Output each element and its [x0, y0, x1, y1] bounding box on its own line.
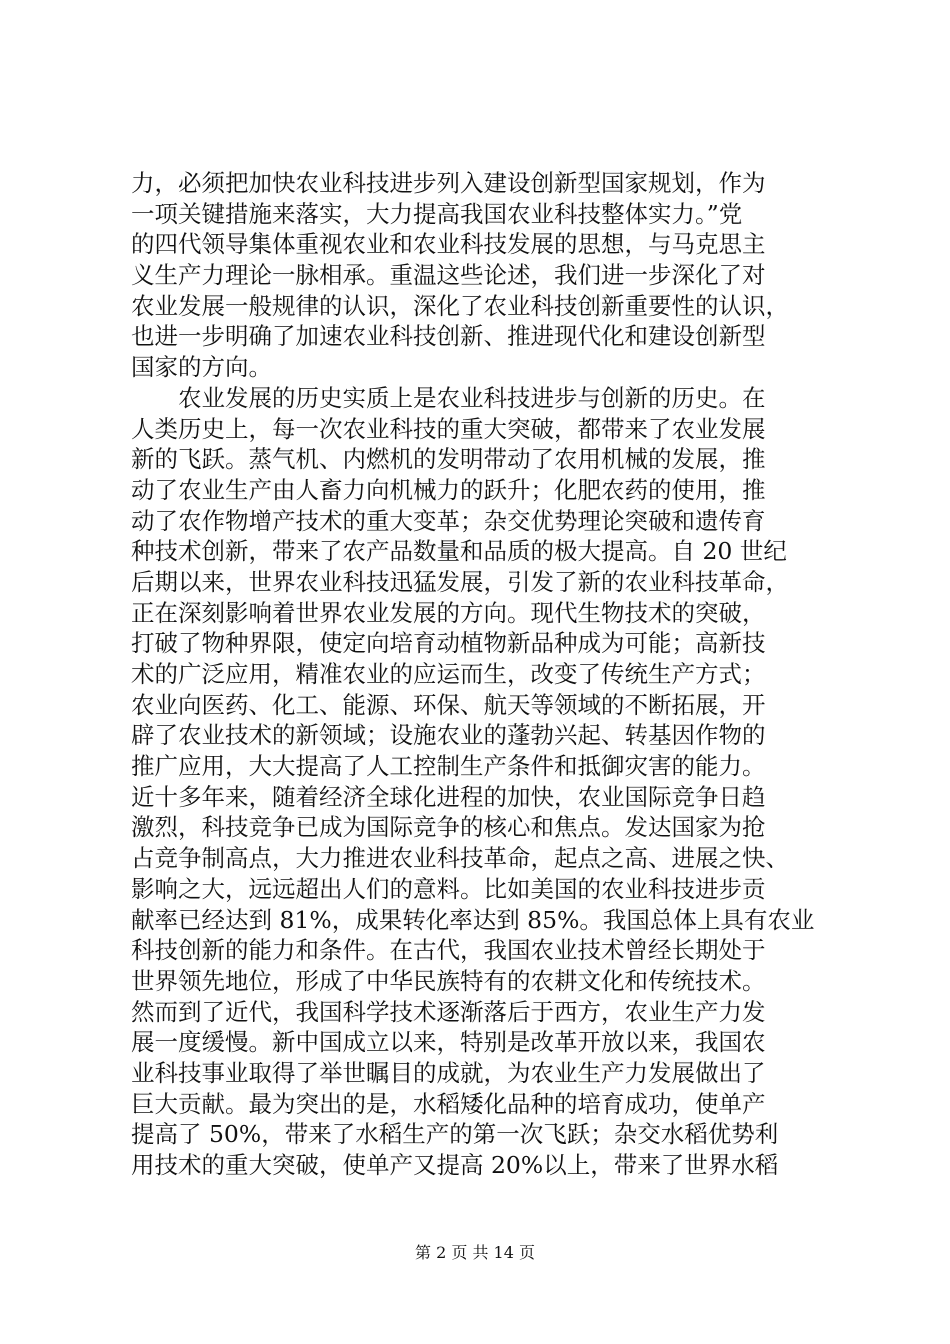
text-line: 也进一步明确了加速农业科技创新、推进现代化和建设创新型 [131, 322, 766, 351]
page-footer: 第 2 页 共 14 页 [415, 1243, 535, 1262]
text-line: 打破了物种界限，使定向培育动植物新品种成为可能；高新技 [131, 629, 766, 658]
text-line: 人类历史上，每一次农业科技的重大突破，都带来了农业发展 [131, 414, 766, 443]
text-line: 业科技事业取得了举世瞩目的成就，为农业生产力发展做出了 [131, 1058, 766, 1087]
text-line: 种技术创新，带来了农产品数量和品质的极大提高。自 20 世纪 [131, 537, 787, 566]
text-line: 推广应用，大大提高了人工控制生产条件和抵御灾害的能力。 [131, 752, 766, 781]
text-line: 一项关键措施来落实，大力提高我国农业科技整体实力。”党 [131, 199, 743, 228]
text-line: 的四代领导集体重视农业和农业科技发展的思想，与马克思主 [131, 230, 766, 259]
text-line: 正在深刻影响着世界农业发展的方向。现代生物技术的突破， [131, 598, 766, 627]
text-line: 激烈，科技竞争已成为国际竞争的核心和焦点。发达国家为抢 [131, 813, 766, 842]
text-line: 新的飞跃。蒸气机、内燃机的发明带动了农用机械的发展，推 [131, 445, 766, 474]
text-line: 辟了农业技术的新领域；设施农业的蓬勃兴起、转基因作物的 [131, 721, 766, 750]
body-text [131, 168, 851, 1181]
text-line: 用技术的重大突破，使单产又提高 20%以上，带来了世界水稻 [131, 1151, 779, 1179]
text-line: 农业发展的历史实质上是农业科技进步与创新的历史。在 [131, 383, 766, 412]
text-line: 近十多年来，随着经济全球化进程的加快，农业国际竞争日趋 [131, 782, 766, 811]
text-line: 展一度缓慢。新中国成立以来，特别是改革开放以来，我国农 [131, 1028, 766, 1057]
text-line: 农业向医药、化工、能源、环保、航天等领域的不断拓展，开 [131, 690, 766, 719]
text-line: 农业发展一般规律的认识，深化了农业科技创新重要性的认识， [131, 291, 789, 320]
text-line: 世界领先地位，形成了中华民族特有的农耕文化和传统技术。 [131, 966, 766, 995]
text-line: 国家的方向。 [131, 353, 272, 382]
text-line: 义生产力理论一脉相承。重温这些论述，我们进一步深化了对 [131, 261, 766, 290]
text-line: 巨大贡献。最为突出的是，水稻矮化品种的培育成功，使单产 [131, 1089, 766, 1118]
text-line: 动了农作物增产技术的重大变革；杂交优势理论突破和遗传育 [131, 506, 766, 535]
text-line: 影响之大，远远超出人们的意料。比如美国的农业科技进步贡 [131, 874, 766, 903]
text-line: 占竞争制高点，大力推进农业科技革命，起点之高、进展之快、 [131, 844, 789, 873]
text-line: 科技创新的能力和条件。在古代，我国农业技术曾经长期处于 [131, 936, 766, 965]
text-line: 术的广泛应用，精准农业的应运而生，改变了传统生产方式； [131, 660, 766, 688]
text-line: 力，必须把加快农业科技进步列入建设创新型国家规划，作为 [131, 169, 766, 197]
text-line: 献率已经达到 81%，成果转化率达到 85%。我国总体上具有农业 [131, 905, 815, 934]
text-line: 后期以来，世界农业科技迅猛发展，引发了新的农业科技革命， [131, 567, 789, 596]
text-line: 动了农业生产由人畜力向机械力的跃升；化肥农药的使用，推 [131, 475, 766, 504]
text-line: 然而到了近代，我国科学技术逐渐落后于西方，农业生产力发 [131, 997, 766, 1026]
text-line: 提高了 50%，带来了水稻生产的第一次飞跃；杂交水稻优势利 [131, 1120, 779, 1149]
